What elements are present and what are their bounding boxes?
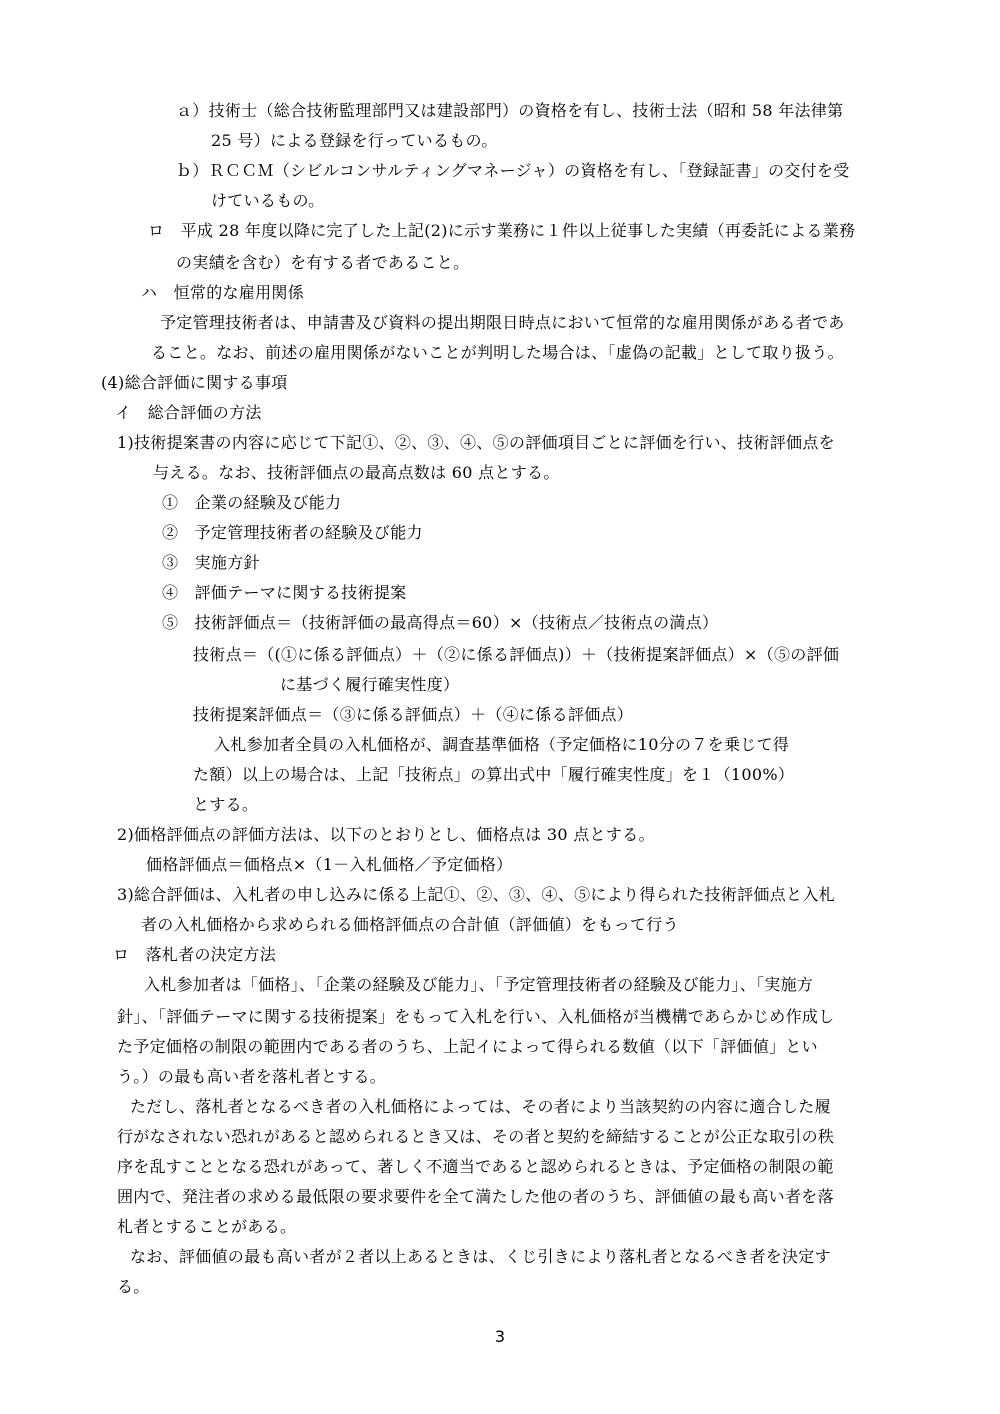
text-line: ａ）技術士（総合技術監理部門又は建設部門）の資格を有し、技術士法（昭和 58 年法律第 xyxy=(176,101,844,120)
formula-line: 技術点＝（(①に係る評価点）＋（②に係る評価点)）＋（技術提案評価点）×（⑤の評価 xyxy=(193,645,840,664)
text-line: う。）の最も高い者を落札者とする。 xyxy=(117,1067,387,1086)
text-line: 2)価格評価点の評価方法は、以下のとおりとし、価格点は 30 点とする。 xyxy=(117,825,655,844)
text-line: なお、評価値の最も高い者が２者以上あるときは、くじ引きにより落札者となるべき者を決定す xyxy=(130,1247,831,1266)
list-item: ① 企業の経験及び能力 xyxy=(162,493,342,512)
text-line: 3)総合評価は、入札者の申し込みに係る上記①、②、③、④、⑤により得られた技術評価点と入札 xyxy=(117,885,835,904)
text-line: 囲内で、発注者の求める最低限の要求要件を全て満たした他の者のうち、評価値の最も高い者を落 xyxy=(117,1187,834,1206)
text-line: 札者とすることがある。 xyxy=(117,1217,297,1236)
text-line: 25 号）による登録を行っているもの。 xyxy=(211,131,498,150)
text-line: 者の入札価格から求められる価格評価点の合計値（評価値）をもって行う xyxy=(141,915,679,934)
section-heading: (4)総合評価に関する事項 xyxy=(101,373,288,392)
text-line: ロ 平成 28 年度以降に完了した上記(2)に示す業務に１件以上従事した実績（再委託による業務 xyxy=(148,221,856,240)
page-number: 3 xyxy=(494,1327,506,1346)
list-item: ② 予定管理技術者の経験及び能力 xyxy=(162,523,423,542)
section-heading: ハ 恒常的な雇用関係 xyxy=(141,283,305,302)
text-line: 行がなされない恐れがあると認められるとき又は、その者と契約を締結することが公正な取引の秩 xyxy=(117,1127,835,1146)
text-line: た予定価格の制限の範囲内である者のうち、上記イによって得られる数値（以下「評価値」とい xyxy=(117,1037,818,1056)
text-line: 入札参加者全員の入札価格が、調査基準価格（予定価格に10分の７を乗じて得 xyxy=(214,735,790,754)
text-line: た額）以上の場合は、上記「技術点」の算出式中「履行確実性度」を１（100%） xyxy=(193,765,795,784)
section-heading: ロ 落札者の決定方法 xyxy=(113,945,277,964)
text-line: 序を乱すこととなる恐れがあって、著しく不適当であると認められるときは、予定価格の制限の範 xyxy=(117,1157,834,1176)
text-line: 入札参加者は「価格」、「企業の経験及び能力」、「予定管理技術者の経験及び能力」、「実施方 xyxy=(144,975,814,994)
text-line: の実績を含む）を有する者であること。 xyxy=(176,253,470,272)
text-line: けているもの。 xyxy=(211,191,325,210)
text-line: とする。 xyxy=(193,795,259,814)
text-line: 予定管理技術者は、申請書及び資料の提出期限日時点において恒常的な雇用関係がある者であ xyxy=(160,313,845,332)
list-item: ④ 評価テーマに関する技術提案 xyxy=(162,583,407,602)
list-item: ③ 実施方針 xyxy=(162,553,260,572)
text-line: 与える。なお、技術評価点の最高点数は 60 点とする。 xyxy=(153,463,560,482)
text-line: 1)技術提案書の内容に応じて下記①、②、③、④、⑤の評価項目ごとに評価を行い、技術評価点を xyxy=(117,433,835,452)
text-line: ること。なお、前述の雇用関係がないことが判明した場合は、「虚偽の記載」として取り扱う。 xyxy=(151,343,844,362)
section-heading: イ 総合評価の方法 xyxy=(115,403,262,422)
formula-line: 価格評価点＝価格点×（1－入札価格／予定価格） xyxy=(146,855,513,874)
text-line: ｂ）ＲＣＣＭ（シビルコンサルティングマネージャ）の資格を有し、「登録証書」の交付を受 xyxy=(176,161,850,180)
list-item: ⑤ 技術評価点＝（技術評価の最高得点＝60）×（技術点／技術点の満点） xyxy=(162,613,719,632)
formula-line: に基づく履行確実性度） xyxy=(280,675,460,694)
text-line: ただし、落札者となるべき者の入札価格によっては、その者により当該契約の内容に適合した履 xyxy=(130,1097,831,1116)
text-line: る。 xyxy=(117,1277,150,1296)
formula-line: 技術提案評価点＝（③に係る評価点）＋（④に係る評価点） xyxy=(193,705,634,724)
text-line: 針」、「評価テーマに関する技術提案」をもって入札を行い、入札価格が当機構であらかじめ作成し xyxy=(117,1007,835,1026)
